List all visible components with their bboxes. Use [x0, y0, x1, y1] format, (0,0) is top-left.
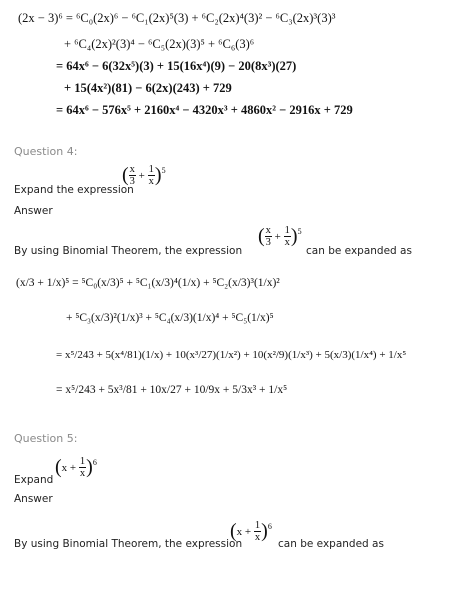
question-4-expression: ( $\frac{x}{3}$ + $\frac{1}{x}$ )$^5$ — [122, 164, 166, 188]
question-4-answer-text-after: can be expanded as — [306, 245, 412, 257]
question-4-expansion-line-2: + ⁵C₃(x/3)²(1/x)³ + ⁵C₄(x/3)(1/x)⁴ + ⁵C₅(1/x)⁵ — [66, 312, 274, 324]
question-4-answer-text: By using Binomial Theorem, the expression — [14, 245, 243, 257]
question-5-answer-label: Answer — [14, 493, 53, 505]
intro-line-3: = 64x⁶ − 6(32x⁵)(3) + 15(16x⁴)(9) − 20(8x³)(27) — [56, 59, 297, 73]
question-5-heading: Question 5: — [14, 432, 78, 445]
question-5-answer-text: By using Binomial Theorem, the expression — [14, 538, 243, 550]
question-4-answer-label: Answer — [14, 205, 53, 217]
question-5-answer-text-after: can be expanded as — [278, 538, 384, 550]
question-4-expansion-line-4: = x⁵/243 + 5x³/81 + 10x/27 + 10/9x + 5/3x³ + 1/x⁵ — [56, 384, 288, 396]
intro-line-4: + 15(4x²)(81) − 6(2x)(243) + 729 — [64, 81, 232, 95]
intro-line-2: + ⁶C₄(2x)²(3)⁴ − ⁶C₅(2x)(3)⁵ + ⁶C₆(3)⁶ — [64, 37, 255, 51]
question-4-prompt: Expand the expression — [14, 184, 134, 196]
question-5-expression: (x + $\frac{1}{x}$ )$^6$ — [55, 456, 97, 480]
question-4-heading: Question 4: — [14, 145, 78, 158]
intro-line-5: = 64x⁶ − 576x⁵ + 2160x⁴ − 4320x³ + 4860x² − 2916x + 729 — [56, 103, 353, 117]
question-5-answer-expression: (x + $\frac{1}{x}$ )$^6$ — [230, 520, 272, 544]
question-4-answer-expression: ( $\frac{x}{3}$ + $\frac{1}{x}$ )$^5$ — [258, 225, 302, 249]
question-5-prompt: Expand — [14, 474, 54, 486]
question-4-expansion-line-3: = x⁵/243 + 5(x⁴/81)(1/x) + 10(x³/27)(1/x²) + 10(x²/9)(1/x³) + 5(x/3)(1/x⁴) + 1/x⁵ — [56, 349, 407, 361]
question-4-expansion-line-1: (x/3 + 1/x)⁵ = ⁵C₀(x/3)⁵ + ⁵C₁(x/3)⁴(1/x) + ⁵C₂(x/3)³(1/x)² — [16, 277, 280, 289]
intro-line-1: (2x − 3)⁶ = ⁶C₀(2x)⁶ − ⁶C₁(2x)⁵(3) + ⁶C₂(2x)⁴(3)² − ⁶C₃(2x)³(3)³ — [18, 11, 336, 25]
